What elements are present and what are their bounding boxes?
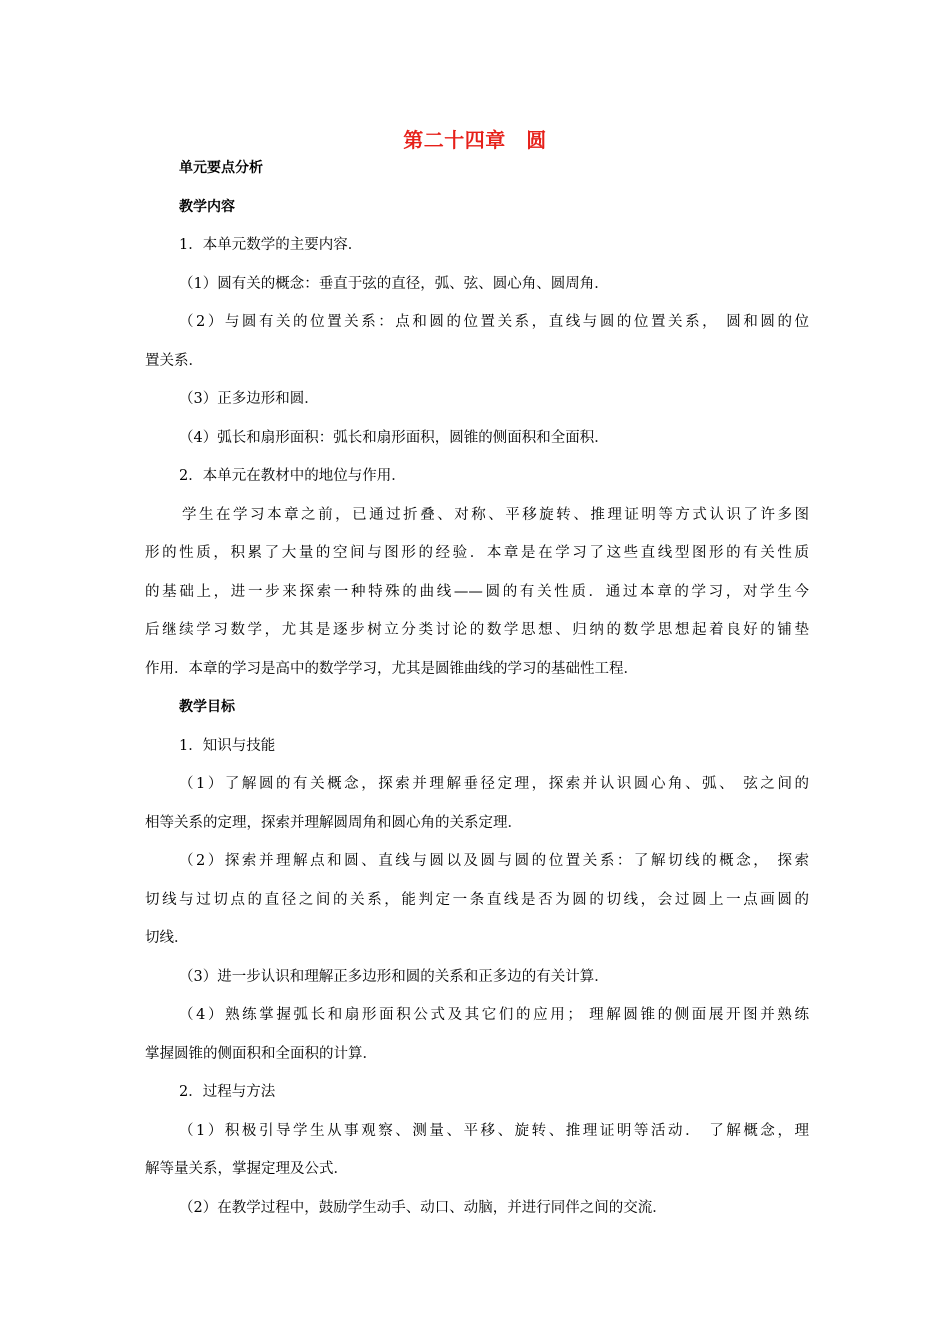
text-line: 形的性质，积累了大量的空间与图形的经验．本章是在学习了这些直线型图形的有关性质	[145, 545, 809, 561]
section-heading: 单元要点分析	[179, 160, 263, 176]
text-line: 相等关系的定理，探索并理解圆周角和圆心角的关系定理．	[145, 814, 522, 831]
text-line: 置关系．	[145, 352, 203, 369]
text-line: 后继续学习数学，尤其是逐步树立分类讨论的数学思想、归纳的数学思想起着良好的铺垫	[145, 622, 809, 638]
text-line: 学生在学习本章之前，已通过折叠、对称、平移旋转、推理证明等方式认识了许多图	[182, 506, 809, 523]
text-line: 解等量关系，掌握定理及公式．	[145, 1161, 348, 1177]
text-line: 切线与过切点的直径之间的关系，能判定一条直线是否为圆的切线，会过圆上一点画圆的	[145, 891, 809, 908]
document-body	[145, 149, 809, 1227]
text-line: （3）正多边形和圆．	[179, 391, 319, 407]
chapter-title: 第二十四章 圆	[403, 128, 547, 152]
text-line: 2．过程与方法	[179, 1084, 276, 1100]
text-line: 1．知识与技能	[179, 737, 276, 754]
text-line: 1．本单元数学的主要内容．	[179, 237, 363, 253]
text-line: （4）熟练掌握弧长和扇形面积公式及其它们的应用； 理解圆锥的侧面展开图并熟练	[179, 1007, 809, 1023]
text-line: 切线．	[145, 930, 189, 946]
text-line: 2．本单元在教材中的地位与作用．	[179, 468, 406, 484]
text-line: 的基础上，进一步来探索一种特殊的曲线——圆的有关性质．通过本章的学习，对学生今	[145, 583, 809, 600]
text-line: （1）圆有关的概念：垂直于弦的直径，弧、弦、圆心角、圆周角．	[179, 275, 609, 292]
text-line: （2）与圆有关的位置关系：点和圆的位置关系，直线与圆的位置关系， 圆和圆的位	[179, 314, 809, 330]
text-line: 掌握圆锥的侧面积和全面积的计算．	[145, 1045, 377, 1062]
text-line: （1）了解圆的有关概念，探索并理解垂径定理，探索并认识圆心角、弧、 弦之间的	[179, 776, 809, 792]
section-heading: 教学内容	[179, 198, 235, 215]
section-heading: 教学目标	[179, 699, 235, 715]
text-line: （2）探索并理解点和圆、直线与圆以及圆与圆的位置关系：了解切线的概念， 探索	[179, 853, 809, 869]
text-line: （4）弧长和扇形面积：弧长和扇形面积，圆锥的侧面积和全面积．	[179, 429, 609, 446]
text-line: （2）在教学过程中，鼓励学生动手、动口、动脑，并进行同伴之间的交流．	[179, 1199, 667, 1216]
text-line: 作用．本章的学习是高中的数学学习，尤其是圆锥曲线的学习的基础性工程．	[145, 660, 638, 677]
text-line: （1）积极引导学生从事观察、测量、平移、旋转、推理证明等活动． 了解概念，理	[179, 1122, 809, 1139]
text-line: （3）进一步认识和理解正多边形和圆的关系和正多边的有关计算．	[179, 968, 609, 985]
